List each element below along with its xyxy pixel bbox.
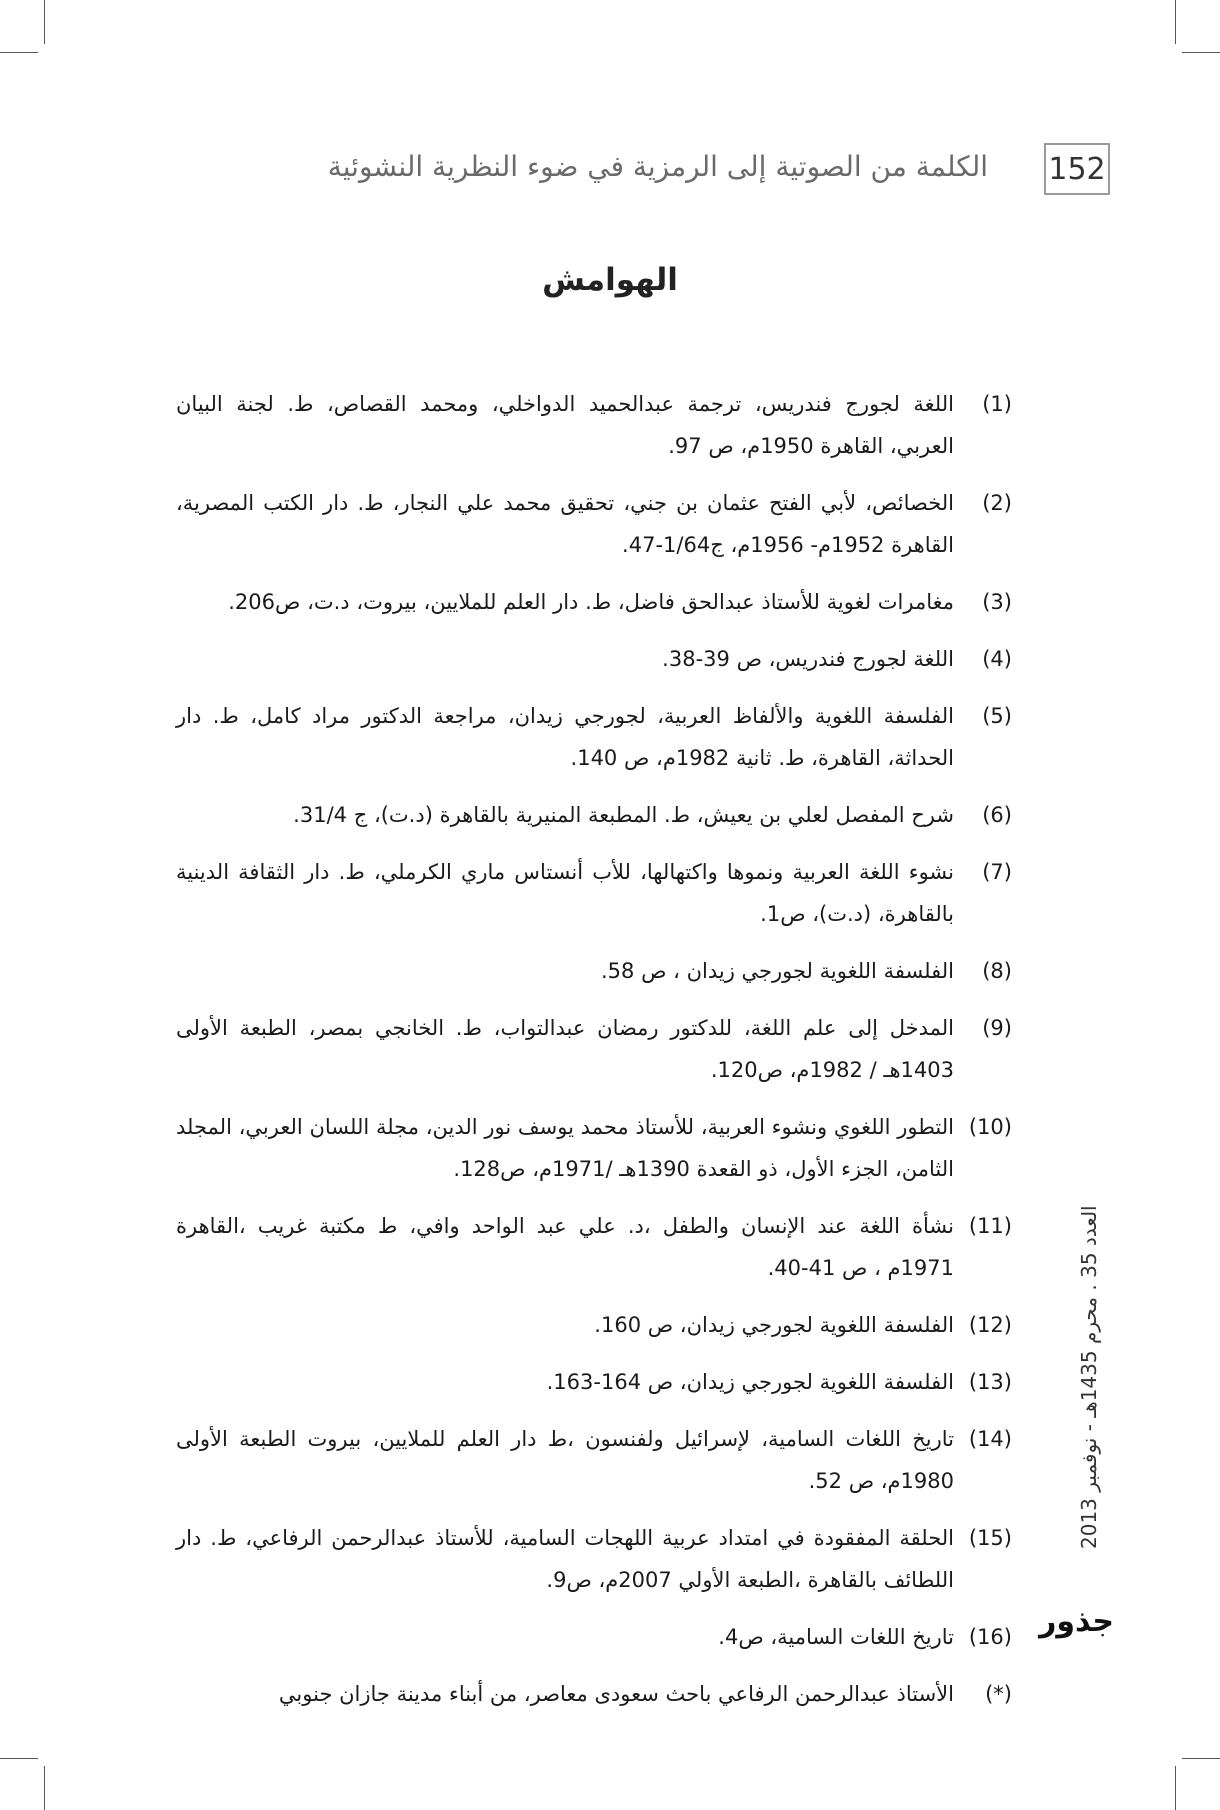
footnote-4 (176, 638, 1012, 680)
issue-info: العدد 35 . محرم 1435هـ - نوفمبر 2013 (1077, 1205, 1101, 1549)
footnote-text: اللغة لجورج فندريس، ص 39-38. (662, 647, 954, 671)
footnote-11 (176, 1205, 1012, 1289)
footnote-5 (176, 695, 1012, 779)
footnote-3 (176, 581, 1012, 623)
footnote-text: اللغة لجورج فندريس، ترجمة عبدالحميد الدواخلي، ومحمد القصاص، ط. لجنة البيان العربي، القاهرة 1950م، ص 97. (176, 392, 954, 458)
footnote-number: (12) (968, 1313, 1012, 1337)
footnote-13 (176, 1361, 1012, 1403)
footnote-14 (176, 1418, 1012, 1502)
footnote-number: (10) (968, 1115, 1012, 1139)
footnote-number: (4) (982, 647, 1012, 671)
footnote-text: الحلقة المفقودة في امتداد عربية اللهجات السامية، للأستاذ عبدالرحمن الرفاعي، ط. دار اللطائف بالقاهرة ،الطبعة الأولي 2007م، ص9. (176, 1526, 954, 1592)
footnote-number: (14) (968, 1427, 1012, 1451)
footnote-number: (5) (982, 704, 1012, 728)
footnote-number: (11) (968, 1214, 1012, 1238)
crop-mark (1182, 52, 1220, 53)
crop-mark (1182, 1758, 1220, 1759)
footnote-number: (6) (982, 803, 1012, 827)
footnote-text: الفلسفة اللغوية لجورجي زيدان ، ص 58. (600, 959, 954, 983)
footnote-16 (176, 1616, 1012, 1658)
footnote-text: نشأة اللغة عند الإنسان والطفل ،د. علي عبد الواحد وافي، ط مكتبة غريب ،القاهرة 1971م ، ص 41-40. (176, 1214, 954, 1280)
footnote-text: شرح المفصل لعلي بن يعيش، ط. المطبعة المنيرية بالقاهرة (د.ت)، ج 31/4. (293, 803, 954, 827)
footnote-number: (15) (968, 1526, 1012, 1550)
footnotes-list (176, 383, 1012, 1730)
footnote-text: تاريخ اللغات السامية، لإسرائيل ولفنسون ،ط دار العلم للملايين، بيروت الطبعة الأولى 1980م، ص 52. (176, 1427, 954, 1493)
footnote-15 (176, 1517, 1012, 1601)
footnote-number: (7) (982, 860, 1012, 884)
footnote-2 (176, 482, 1012, 566)
section-heading: الهوامش (542, 262, 678, 298)
footnote-8 (176, 950, 1012, 992)
footnote-text: التطور اللغوي ونشوء العربية، للأستاذ محمد يوسف نور الدين، مجلة اللسان العربي، المجلد الثامن، الجزء الأول، ذو القعدة 1390هـ /1971م، ص128. (176, 1115, 954, 1181)
footnote-1 (176, 383, 1012, 467)
footnote-text: الفلسفة اللغوية لجورجي زيدان، ص 160. (594, 1313, 954, 1337)
footnote-text: الخصائص، لأبي الفتح عثمان بن جني، تحقيق محمد علي النجار، ط. دار الكتب المصرية، القاهرة 1952م- 1956م، ج1/64-47. (176, 491, 954, 557)
footnote-number: (*) (985, 1682, 1012, 1706)
footnote-7 (176, 851, 1012, 935)
footnote-6 (176, 794, 1012, 836)
footnote-number: (9) (982, 1016, 1012, 1040)
footnote-text: تاريخ اللغات السامية، ص4. (718, 1625, 954, 1649)
footnote-10 (176, 1106, 1012, 1190)
footnote-number: (3) (982, 590, 1012, 614)
footnote-number: (16) (968, 1625, 1012, 1649)
footnote-number: (13) (968, 1370, 1012, 1394)
crop-mark (44, 0, 45, 44)
footnote-text: مغامرات لغوية للأستاذ عبدالحق فاضل، ط. دار العلم للملايين، بيروت، د.ت، ص206. (228, 590, 954, 614)
crop-mark (0, 52, 38, 53)
crop-mark (44, 1766, 45, 1810)
footnote-text: المدخل إلى علم اللغة، للدكتور رمضان عبدالتواب، ط. الخانجي بمصر، الطبعة الأولى 1403هـ / 1982م، ص120. (176, 1016, 954, 1082)
crop-mark (1175, 1766, 1176, 1810)
running-title: الكلمة من الصوتية إلى الرمزية في ضوء النظرية النشوئية (327, 150, 988, 183)
crop-mark (1175, 0, 1176, 44)
page-number: 152 (1044, 143, 1110, 195)
footnote-12 (176, 1304, 1012, 1346)
journal-logo: جذور (1039, 1604, 1114, 1639)
footnote-text: الفلسفة اللغوية لجورجي زيدان، ص 164-163. (546, 1370, 954, 1394)
footnote-text: الأستاذ عبدالرحمن الرفاعي باحث سعودى معاصر، من أبناء مدينة جازان جنوبي (278, 1682, 954, 1706)
crop-mark (0, 1758, 38, 1759)
footnote-9 (176, 1007, 1012, 1091)
footnote-text: الفلسفة اللغوية والألفاظ العربية، لجورجي زيدان، مراجعة الدكتور مراد كامل، ط. دار الحداثة، القاهرة، ط. ثانية 1982م، ص 140. (176, 704, 954, 770)
footnote-author (176, 1673, 1012, 1715)
footnote-text: نشوء اللغة العربية ونموها واكتهالها، للأب أنستاس ماري الكرملي، ط. دار الثقافة الدينية بالقاهرة، (د.ت)، ص1. (176, 860, 954, 926)
footnote-number: (1) (982, 392, 1012, 416)
footnote-number: (8) (982, 959, 1012, 983)
footnote-number: (2) (982, 491, 1012, 515)
